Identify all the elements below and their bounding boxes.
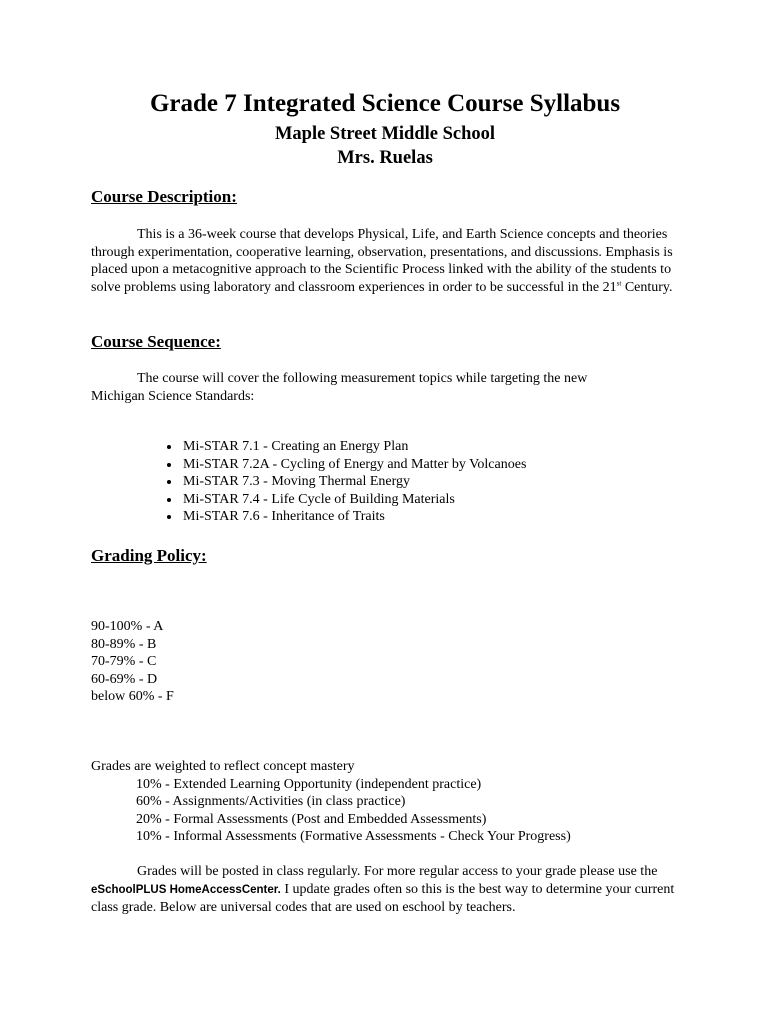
weight-item: 10% - Informal Assessments (Formative Assessments - Check Your Progress)	[136, 829, 571, 844]
school-name: Maple Street Middle School	[274, 124, 496, 144]
weight-item: 20% - Formal Assessments (Post and Embedded Assessments)	[136, 811, 487, 827]
teacher-name: Mrs. Ruelas	[337, 148, 433, 168]
grade-scale-item: 70-79% - C	[91, 654, 157, 669]
topic-list	[156, 438, 526, 526]
grade-scale-item: 80-89% - B	[91, 636, 157, 652]
document-title: Grade 7 Integrated Science Course Syllabus	[149, 90, 621, 117]
grade-scale-item: below 60% - F	[91, 689, 174, 704]
grade-scale-item: 90-100% - A	[91, 619, 164, 634]
grade-scale	[91, 618, 174, 706]
weight-item: 10% - Extended Learning Opportunity (independent practice)	[136, 776, 482, 792]
grade-weights	[91, 758, 571, 846]
grade-posting-text: Grades will be posted in class regularly. For more regular access to your grade please use the eSchoolPLUS HomeAccessCenter. I update grades often so this is the best way to determine your current class grade. Below are universal codes that are used on eschool by teachers.	[91, 864, 675, 915]
weight-item: 60% - Assignments/Activities (in class practice)	[136, 794, 406, 809]
weights-intro: Grades are weighted to reflect concept mastery	[91, 759, 355, 774]
list-item: • Mi-STAR 7.6 - Inheritance of Traits	[181, 508, 526, 526]
list-item: • Mi-STAR 7.1 - Creating an Energy Plan	[181, 438, 526, 456]
list-item: • Mi-STAR 7.4 - Life Cycle of Building Materials	[181, 491, 526, 509]
course-sequence-heading: Course Sequence:	[91, 332, 221, 351]
list-item: • Mi-STAR 7.3 - Moving Thermal Energy	[181, 473, 526, 491]
grading-policy-heading: Grading Policy:	[91, 546, 207, 565]
eschool-brand: eSchoolPLUS HomeAccessCenter.	[91, 883, 281, 896]
list-item: • Mi-STAR 7.2A - Cycling of Energy and Matter by Volcanoes	[181, 456, 526, 474]
course-description-heading: Course Description:	[91, 187, 237, 206]
course-sequence-intro: The course will cover the following measurement topics while targeting the new Michigan Science Standards:	[91, 371, 588, 404]
course-description-text: This is a 36-week course that develops Physical, Life, and Earth Science concepts and theories through experimentation, cooperative learning, observation, presentations, and discussions. Emphasis is placed upon a metacognitive approach to the Scientific Process linked with the ability of the students to solve problems using laboratory and classroom experiences in order to be successful in the 21st Century.	[91, 227, 673, 295]
grade-scale-item: 60-69% - D	[91, 671, 158, 687]
